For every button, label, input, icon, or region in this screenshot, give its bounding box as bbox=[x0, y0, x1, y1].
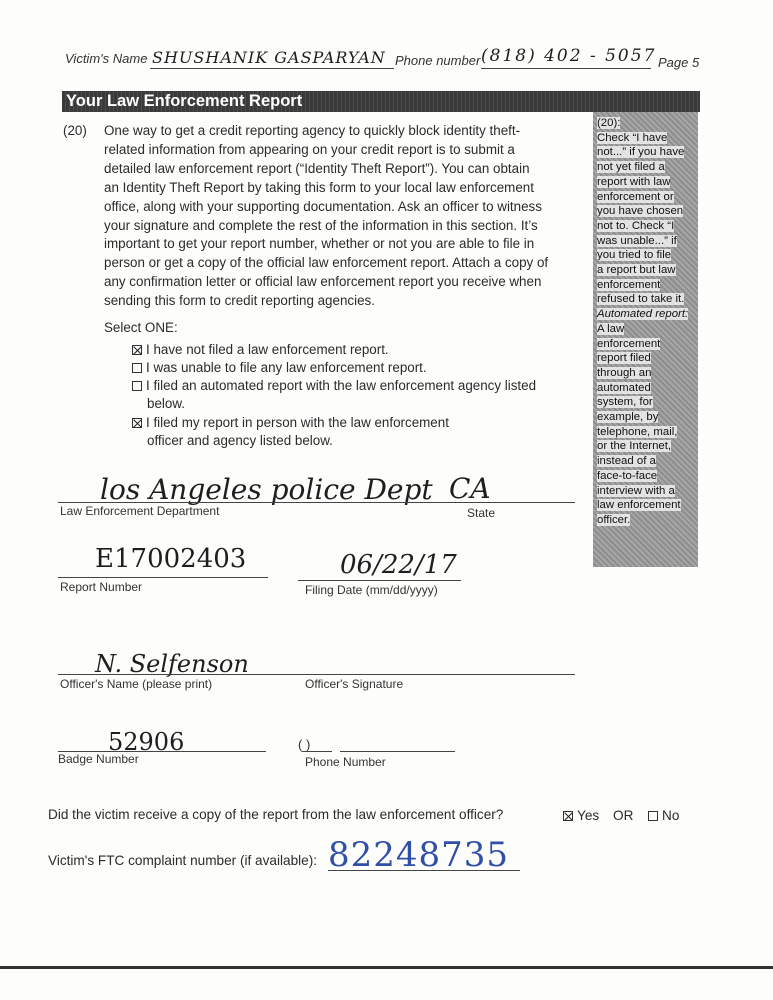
sidebar-line: interview with a bbox=[597, 484, 675, 497]
department-value: los Angeles police Dept bbox=[100, 473, 433, 506]
sidebar-line: telephone, mail, bbox=[597, 425, 678, 438]
sidebar-line: report filed bbox=[597, 352, 651, 365]
phone-area-code: ( ) bbox=[298, 737, 311, 752]
ftc-complaint-label: Victim's FTC complaint number (if available): bbox=[48, 853, 318, 868]
checkbox-yes[interactable] bbox=[563, 811, 573, 821]
badge-number-value: 52906 bbox=[108, 728, 185, 756]
phone-number-field-label: Phone Number bbox=[305, 755, 386, 769]
paragraph-line: your signature and complete the rest of the information in this section. It’s bbox=[104, 217, 538, 233]
sidebar-line: through an bbox=[597, 366, 652, 379]
paragraph-line: detailed law enforcement report (“Identity Theft Report”). You can obtain bbox=[104, 160, 530, 176]
copy-question: Did the victim receive a copy of the report from the law enforcement officer? bbox=[48, 807, 504, 822]
checkbox-automated[interactable] bbox=[132, 381, 142, 391]
bottom-rule bbox=[0, 966, 773, 969]
paragraph-line: sending this form to credit reporting agencies. bbox=[104, 293, 375, 309]
sidebar-line: enforcement bbox=[597, 337, 661, 350]
sidebar-line: you tried to file bbox=[597, 249, 672, 262]
sidebar-line: enforcement or bbox=[597, 190, 674, 203]
checkbox-no[interactable] bbox=[648, 811, 658, 821]
option-automated-cont: below. bbox=[147, 396, 185, 411]
checkbox-in-person[interactable] bbox=[132, 418, 142, 428]
sidebar-note bbox=[593, 112, 698, 567]
section-title: Your Law Enforcement Report bbox=[66, 92, 303, 110]
state-value: CA bbox=[449, 472, 491, 505]
section-header-bar bbox=[62, 91, 700, 112]
or-label: OR bbox=[613, 808, 634, 823]
department-label: Law Enforcement Department bbox=[60, 504, 220, 518]
item-paragraph bbox=[104, 122, 584, 311]
page-number: Page 5 bbox=[658, 55, 700, 70]
option-unable[interactable]: I was unable to file any law enforcement report. bbox=[132, 359, 427, 377]
select-one-label: Select ONE: bbox=[104, 320, 178, 335]
paragraph-line: important to get your report number, whether or not you are able to file in bbox=[104, 236, 535, 252]
phone-number-value: (818) 402 - 5057 bbox=[481, 46, 657, 66]
badge-number-label: Badge Number bbox=[58, 752, 139, 766]
officer-signature-label: Officer's Signature bbox=[305, 677, 404, 691]
sidebar-line: refused to take it. bbox=[597, 293, 685, 306]
sidebar-line: not...” if you have bbox=[597, 146, 685, 159]
checkbox-unable[interactable] bbox=[132, 363, 142, 373]
item-number: (20) bbox=[63, 123, 87, 138]
option-in-person[interactable]: I filed my report in person with the law enforcement bbox=[132, 414, 449, 432]
sidebar-line: not to. Check “I bbox=[597, 219, 675, 232]
sidebar-line: system, for bbox=[597, 396, 653, 409]
sidebar-line: instead of a bbox=[597, 455, 656, 468]
sidebar-line: not yet filed a bbox=[597, 161, 665, 174]
paragraph-line: office, along with your supporting documentation. Ask an officer to witness bbox=[104, 198, 542, 214]
paragraph-line: any confirmation letter or official law enforcement report you receive when bbox=[104, 274, 542, 290]
sidebar-line: automated bbox=[597, 381, 651, 394]
ftc-complaint-value: 82248735 bbox=[328, 835, 510, 875]
officer-name-label: Officer's Name (please print) bbox=[60, 677, 213, 691]
paragraph-line: One way to get a credit reporting agency to quickly block identity theft- bbox=[104, 123, 521, 138]
state-label: State bbox=[467, 506, 496, 520]
sidebar-line: face-to-face bbox=[597, 469, 658, 482]
paragraph-line: an Identity Theft Report by taking this form to your local law enforcement bbox=[104, 179, 534, 195]
officer-name-value: N. Selfenson bbox=[95, 650, 249, 678]
option-not-filed[interactable]: I have not filed a law enforcement report. bbox=[132, 341, 389, 359]
report-number-label: Report Number bbox=[60, 580, 143, 594]
option-in-person-cont: officer and agency listed below. bbox=[147, 433, 333, 448]
paragraph-line: person or get a copy of the official law enforcement report. Attach a copy of bbox=[104, 255, 549, 271]
sidebar-line: law enforcement bbox=[597, 499, 681, 512]
phone-number-label: Phone number bbox=[395, 53, 481, 68]
sidebar-line: A law bbox=[597, 322, 625, 335]
option-automated[interactable]: I filed an automated report with the law enforcement agency listed bbox=[132, 377, 536, 395]
sidebar-line: example, by bbox=[597, 411, 659, 424]
paragraph-line: related information from appearing on your credit report is to submit a bbox=[104, 141, 515, 157]
filing-date-value: 06/22/17 bbox=[340, 550, 457, 580]
option-no[interactable]: No bbox=[648, 807, 679, 825]
sidebar-line: enforcement bbox=[597, 278, 661, 291]
option-yes[interactable]: Yes bbox=[563, 807, 599, 825]
sidebar-line: or the Internet, bbox=[597, 440, 672, 453]
sidebar-line: officer. bbox=[597, 513, 631, 526]
victim-name-value: SHUSHANIK GASPARYAN bbox=[152, 48, 386, 67]
sidebar-line: was unable...” if bbox=[597, 234, 677, 247]
victim-name-label: Victim's Name bbox=[65, 51, 148, 66]
filing-date-label: Filing Date (mm/dd/yyyy) bbox=[305, 583, 438, 597]
sidebar-line: you have chosen bbox=[597, 205, 684, 218]
checkbox-not-filed[interactable] bbox=[132, 345, 142, 355]
sidebar-line: Check “I have bbox=[597, 131, 668, 144]
report-number-value: E17002403 bbox=[95, 544, 247, 574]
sidebar-line: a report but law bbox=[597, 264, 676, 277]
sidebar-line: Automated report: bbox=[597, 308, 689, 321]
sidebar-line: report with law bbox=[597, 175, 671, 188]
sidebar-line: (20): bbox=[597, 117, 621, 129]
